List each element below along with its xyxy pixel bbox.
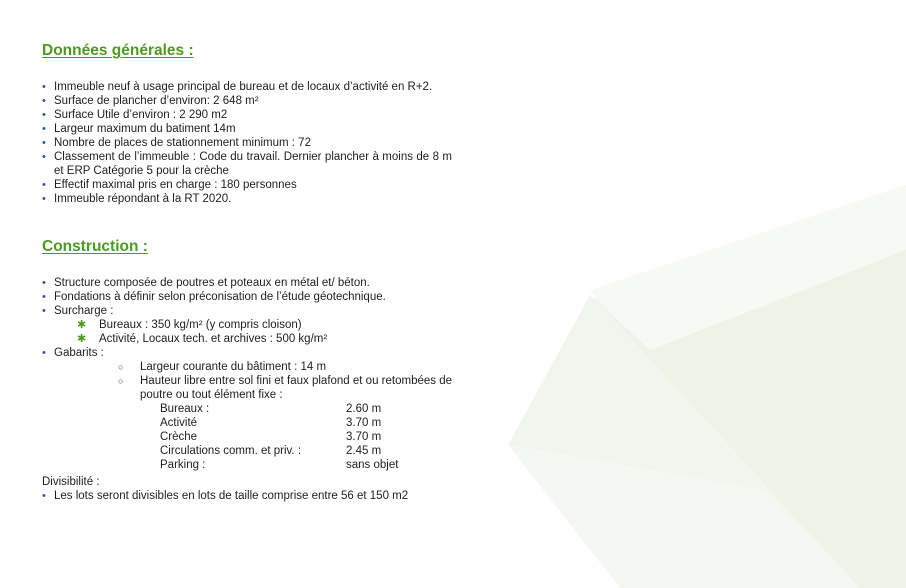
sub-list-item: ✱ Bureaux : 350 kg/m² (y compris cloison) xyxy=(77,319,302,331)
table-row xyxy=(160,458,398,472)
height-label: Activité xyxy=(160,417,198,429)
table-row xyxy=(160,430,398,444)
height-label: Bureaux : xyxy=(160,403,210,415)
circle-bullet-icon: ○ xyxy=(118,362,124,372)
asterisk-bullet-icon: ✱ xyxy=(77,333,87,345)
sub-list-item: ✱ Activité, Locaux tech. et archives : 500 kg/m² xyxy=(77,333,328,345)
heights-table xyxy=(160,402,398,472)
asterisk-bullet-icon: ✱ xyxy=(77,319,87,331)
table-row xyxy=(160,444,398,458)
list-item: • Immeuble répondant à la RT 2020. xyxy=(42,192,452,206)
height-value: 3.70 m xyxy=(346,417,382,429)
general-data-list xyxy=(42,80,452,206)
gabarits-label: Gabarits : xyxy=(54,347,104,359)
circle-bullet-icon: ○ xyxy=(118,376,124,386)
sub-list-item: ○ Hauteur libre entre sol fini et faux plafond et ou retombées de poutre ou tout élément fixe : xyxy=(118,375,452,401)
table-row xyxy=(160,416,398,430)
list-item: • Classement de l’immeuble : Code du travail. Dernier plancher à moins de 8 m et ERP Catégorie 5 pour la crèche xyxy=(42,150,452,178)
list-item: • Les lots seront divisibles en lots de taille comprise entre 56 et 150 m2 xyxy=(42,489,452,503)
table-row xyxy=(160,402,398,416)
surcharge-label: Surcharge : xyxy=(54,305,114,317)
section-title-general-data: Données générales : xyxy=(42,42,194,59)
height-value: 2.45 m xyxy=(346,445,382,457)
height-value: 2.60 m xyxy=(346,403,382,415)
list-item: • Nombre de places de stationnement minimum : 72 xyxy=(42,136,452,150)
height-value: sans objet xyxy=(346,459,399,471)
list-item: • Structure composée de poutres et poteaux en métal et/ béton. xyxy=(42,276,452,290)
list-item-surcharge xyxy=(42,304,452,346)
height-label: Parking : xyxy=(160,459,206,471)
height-value: 3.70 m xyxy=(346,431,382,443)
sub-list-item: ○ Largeur courante du bâtiment : 14 m xyxy=(118,361,327,373)
section-title-construction: Construction : xyxy=(42,238,148,255)
list-item: • Fondations à définir selon préconisation de l’étude géotechnique. xyxy=(42,290,452,304)
divisibility-list xyxy=(42,489,452,503)
gabarits-list xyxy=(54,360,452,402)
construction-list xyxy=(42,276,452,472)
surcharge-list xyxy=(54,318,452,346)
height-label: Circulations comm. et priv. : xyxy=(160,445,302,457)
list-item: • Largeur maximum du batiment 14m xyxy=(42,122,452,136)
height-label: Crèche xyxy=(160,431,198,443)
list-item: • Surface de plancher d’environ: 2 648 m² xyxy=(42,94,452,108)
list-item: • Effectif maximal pris en charge : 180 personnes xyxy=(42,178,452,192)
divisibility-label: Divisibilité : xyxy=(42,476,100,488)
list-item: • Immeuble neuf à usage principal de bureau et de locaux d’activité en R+2. xyxy=(42,80,452,94)
list-item-gabarits xyxy=(42,346,452,472)
list-item: • Surface Utile d’environ : 2 290 m2 xyxy=(42,108,452,122)
